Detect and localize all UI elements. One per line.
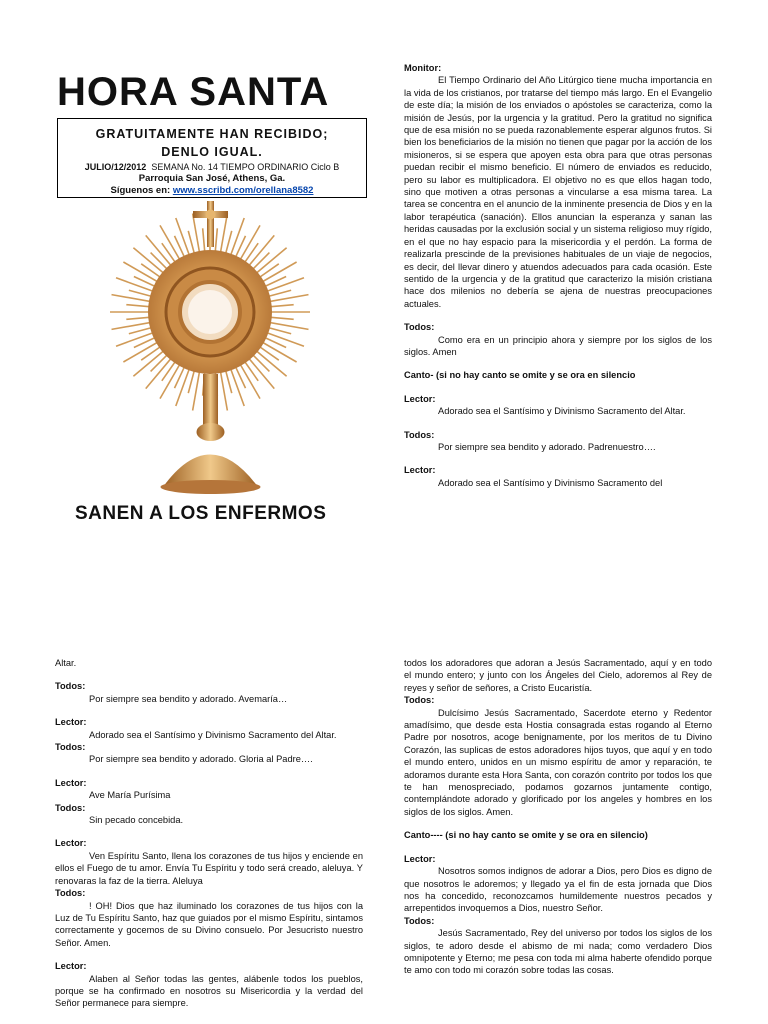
lector-text: Ave María Purísima bbox=[89, 790, 171, 801]
follow-line bbox=[58, 185, 366, 197]
header-box bbox=[57, 118, 367, 198]
todos-text: Jesús Sacramentado, Rey del universo por todos los siglos de los siglos, te adoro desde el abismo de mi nada; como verdadero Dios omnipotente y Eterno; me pesa con toda mi alma haberte ofendido porque te amo con todo mi corazón sobre todas las cosas. bbox=[404, 928, 712, 976]
lector-text: Alaben al Señor todas las gentes, alábenle todos los pueblos, porque se ha confirmado en nosotros su Misericordia y la verdad del Señor permanece para siempre. bbox=[55, 973, 363, 1009]
lector-text: Adorado sea el Santísimo y Divinismo Sacramento del Altar. bbox=[89, 729, 337, 740]
todos-text: Por siempre sea bendito y adorado. Avemaría… bbox=[89, 693, 288, 704]
monstrance-image bbox=[103, 197, 318, 497]
lector-text: Ven Espíritu Santo, llena los corazones de tus hijos y enciende en ellos el Fuego de tu amor. Envía Tu Espíritu y todo será creado, aleluya. Y renovaras la faz de la tierra. Aleluya bbox=[55, 850, 363, 886]
canto-heading: Canto---- (si no hay canto se omite y se ora en silencio) bbox=[404, 830, 648, 841]
motto-line-1: GRATUITAMENTE HAN RECIBIDO; bbox=[95, 127, 329, 141]
date: JULIO/12/2012 bbox=[84, 162, 147, 172]
todos-label: Todos: bbox=[404, 429, 435, 440]
lector-label: Lector: bbox=[55, 838, 87, 849]
lector-label: Lector: bbox=[55, 717, 87, 728]
todos-text: Sin pecado concebida. bbox=[89, 815, 184, 826]
date-line bbox=[58, 161, 366, 173]
lector-label: Lector: bbox=[55, 777, 87, 788]
parish: Parroquia San José, Athens, Ga. bbox=[138, 173, 286, 184]
todos-label: Todos: bbox=[404, 915, 435, 926]
lector-text: Adorado sea el Santísimo y Divinismo Sacramento del bbox=[438, 477, 663, 488]
lector-text: Nosotros somos indignos de adorar a Dios, pero Dios es digno de que nosotros le adoremos; y llegado ya el fin de esta jornada que Dios nos ha concedido, reconozcamos humildemente nuestros pecados y arrepentidos invoquemos a Dios, nuestro Señor. bbox=[404, 866, 712, 914]
todos-label: Todos: bbox=[55, 888, 86, 899]
todos-text: Por siempre sea bendito y adorado. Gloria al Padre…. bbox=[89, 754, 313, 765]
column-bottom-left bbox=[55, 657, 363, 1010]
subtitle: SANEN A LOS ENFERMOS bbox=[75, 503, 327, 524]
lector-label: Lector: bbox=[404, 393, 436, 404]
lector-label: Lector: bbox=[404, 465, 436, 476]
motto-line-2: DENLO IGUAL. bbox=[161, 145, 263, 159]
continuation-text: Altar. bbox=[55, 658, 77, 668]
week: SEMANA No. 14 TIEMPO ORDINARIO Ciclo B bbox=[151, 162, 340, 172]
todos-label: Todos: bbox=[55, 742, 86, 753]
lector-text: Adorado sea el Santísimo y Divinismo Sacramento del Altar. bbox=[438, 406, 686, 417]
canto-heading: Canto- (si no hay canto se omite y se ora en silencio bbox=[404, 370, 636, 381]
continuation-text: todos los adoradores que adoran a Jesús Sacramentado, aquí y en todo el mundo entero; y junto con los Ángeles del Cielo, adoremos al Rey de reyes y señor de señores, a Cristo Eucaristía. bbox=[404, 658, 712, 693]
column-bottom-right bbox=[404, 657, 712, 977]
column-top-right bbox=[404, 62, 712, 489]
todos-label: Todos: bbox=[55, 802, 86, 813]
todos-text: Dulcísimo Jesús Sacramentado, Sacerdote eterno y Redentor amadísimo, que desde esta Hostia consagrada estas rogando al Eterno Padre por nosotros, acoge benignamente, por los meritos de tu Divino Corazón, las suplicas de estos adoradores hijos tuyos, que aquí y en todo el mundo entero, unidos en un mismo espíritu de amor y reparación, te adoramos durante esta Hora Santa, con corazón contrito por todos los que te han menospreciado, podamos gozarnos juntamente contigo, contemplándote adorado y glorificado por los angeles y hombres en los siglos de los siglos. Amen. bbox=[404, 707, 713, 817]
todos-text: ! OH! Dios que haz iluminado los corazones de tus hijos con la Luz de Tu Espíritu Santo, haz que guiados por el mismo Espíritu, sintamos correctamente y gocemos de su Divino consuelo. Por Jesucristo nuestro Señor. Amen. bbox=[55, 900, 363, 948]
todos-text: Como era en un principio ahora y siempre por los siglos de los siglos. Amen bbox=[404, 334, 712, 357]
todos-label: Todos: bbox=[404, 695, 435, 706]
lector-label: Lector: bbox=[404, 853, 436, 864]
monitor-text: El Tiempo Ordinario del Año Litúrgico tiene mucha importancia en la vida de los cristianos, por tratarse del tiempo más largo. En el Evangelio de este día; la misión de los enviados o apóstoles se caracteriza, como la misión de Jesús, por la urgencia y la gratitud. Pero la gratitud no significa que de esa misión no se pueda razonablemente esperar algunos frutos. Si bien los beneficiarios de la misión no tienen que pagar por la acción de los misioneros, si se espera que apoyen esta obra para que otras personas puedan recibir el mismo beneficio. El número de enviados es reducido, pero su labor es multiplicadora. El objetivo no es que ellos hagan todo, sino que motiven a otras personas a vincularse a esa misma tarea. La tarea se concentra en el anuncio de la inminente presencia de Dios y en la labor terapéutica (sanación). Ellos anuncian la esperanza y sanan las heridas causadas por la exclusión social y un sistema religioso muy rígido, en el que no hay espacio para la misericordia y el perdón. La forma de realizarla prescinde de la previsiones habituales de un viaje de negocios, es decir, del llevar dinero y atuendos adecuados para cada ocasión. Este sentido de la urgencia y de la gratitud que caracterizo la misión cristiana hace dos milenios no debería se ajena de nuestras preocupaciones actuales. bbox=[404, 75, 712, 309]
monitor-label: Monitor: bbox=[404, 63, 442, 73]
lector-label: Lector: bbox=[55, 961, 87, 972]
page-title: HORA SANTA bbox=[57, 70, 330, 114]
follow-link[interactable]: www.sscribd.com/orellana8582 bbox=[172, 185, 314, 196]
todos-label: Todos: bbox=[404, 322, 435, 333]
todos-label: Todos: bbox=[55, 681, 86, 692]
todos-text: Por siempre sea bendito y adorado. Padrenuestro…. bbox=[438, 441, 656, 452]
follow-label: Síguenos en: bbox=[110, 185, 171, 196]
